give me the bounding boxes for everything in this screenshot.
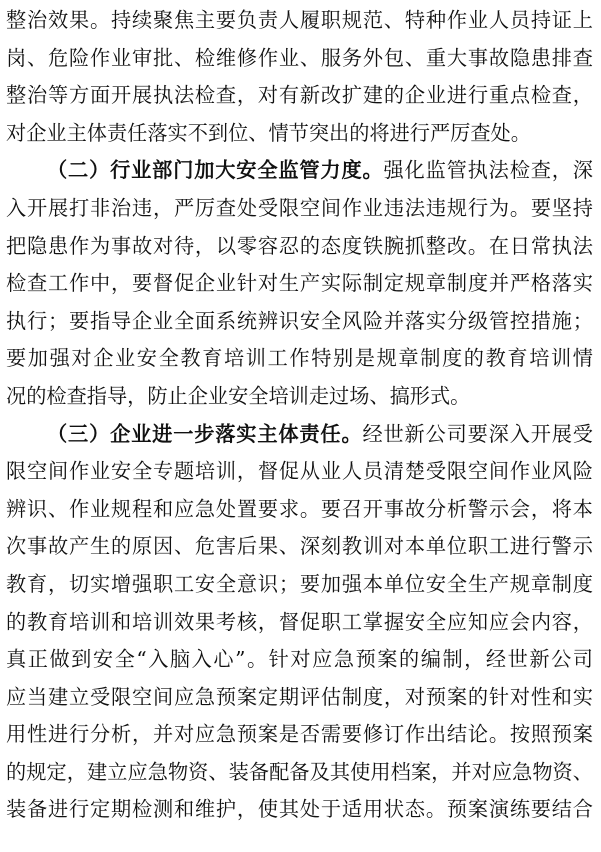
text-line: 真正做到安全“入脑入心”。针对应急预案的编制，经世新公司	[6, 647, 593, 672]
text-line: 次事故产生的原因、危害后果、深刻教训对本单位职工进行警示	[6, 534, 593, 559]
paragraph-2	[6, 152, 593, 415]
text-line: 整治等方面开展执法检查，对有新改扩建的企业进行重点检查，	[6, 83, 593, 108]
text-line: 入开展打非治违，严厉查处受限空间作业违法违规行为。要坚持	[6, 195, 593, 220]
text-line: 教育，切实增强职工安全意识；要加强本单位安全生产规章制度	[6, 571, 593, 596]
paragraph-1	[6, 2, 593, 152]
text-line: 况的检查指导，防止企业安全培训走过场、搞形式。	[6, 383, 471, 408]
section-heading: （三）企业进一步落实主体责任。	[47, 421, 363, 446]
text-line: 岗、危险作业审批、检维修作业、服务外包、重大事故隐患排查	[6, 45, 593, 70]
text-run: 经世新公司要深入开展受	[362, 421, 593, 446]
text-line: 限空间作业安全专题培训，督促从业人员清楚受限空间作业风险	[6, 459, 593, 484]
text-line: 的规定，建立应急物资、装备配备及其使用档案，并对应急物资、	[6, 759, 593, 784]
paragraph-first-line	[6, 416, 593, 454]
text-line: 的教育培训和培训效果考核，督促职工掌握安全应知应会内容，	[6, 609, 593, 634]
text-line: 整治效果。持续聚焦主要负责人履职规范、特种作业人员持证上	[6, 8, 593, 32]
text-line: 装备进行定期检测和维护，使其处于适用状态。预案演练要结合	[6, 797, 593, 822]
text-line: 把隐患作为事故对待，以零容忍的态度铁腕抓整改。在日常执法	[6, 233, 593, 258]
text-line: 应当建立受限空间应急预案定期评估制度，对预案的针对性和实	[6, 684, 593, 709]
text-run: 强化监管执法检查，深	[383, 158, 593, 183]
text-line: 辨识、作业规程和应急处置要求。要召开事故分析警示会，将本	[6, 496, 593, 521]
text-line: 检查工作中，要督促企业针对生产实际制定规章制度并严格落实	[6, 271, 593, 296]
section-heading: （二）行业部门加大安全监管力度。	[47, 158, 384, 183]
text-line: 执行；要指导企业全面系统辨识安全风险并落实分级管控措施；	[6, 308, 593, 333]
paragraph-3	[6, 416, 593, 830]
text-line: 对企业主体责任落实不到位、情节突出的将进行严厉查处。	[6, 120, 531, 145]
text-line: 要加强对企业安全教育培训工作特别是规章制度的教育培训情	[6, 346, 593, 371]
paragraph-first-line	[6, 152, 593, 190]
text-line: 用性进行分析，并对应急预案是否需要修订作出结论。按照预案	[6, 722, 593, 747]
